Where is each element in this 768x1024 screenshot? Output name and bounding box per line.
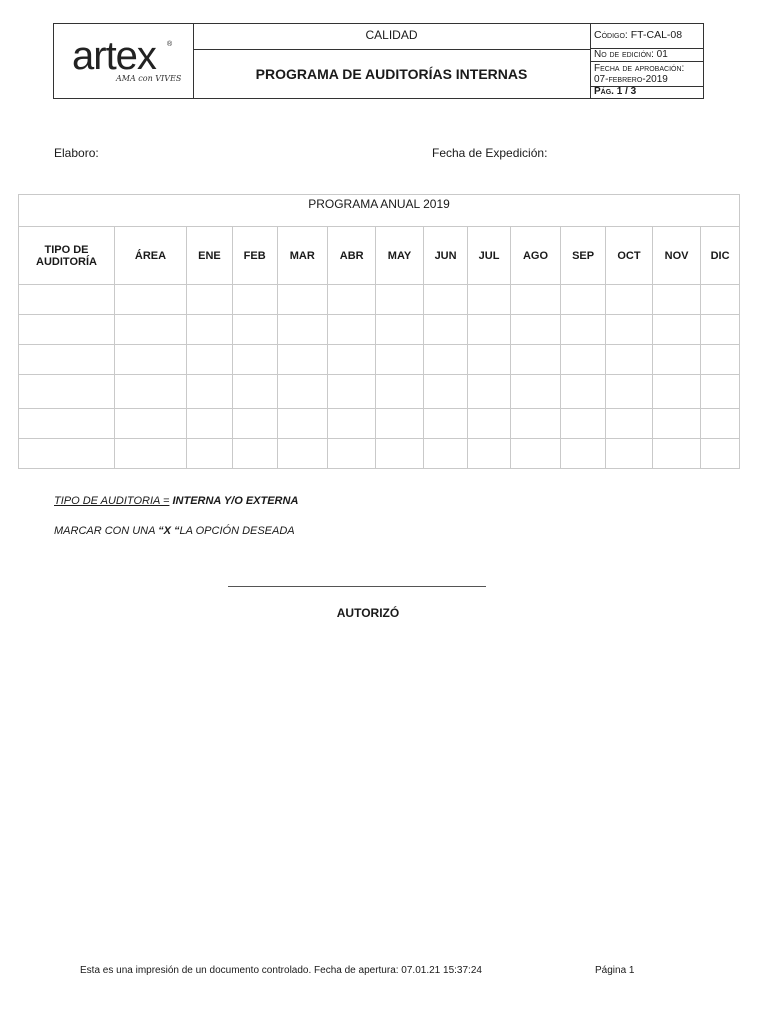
table-row [19,409,740,439]
logo-registered-mark: ® [167,41,173,48]
company-logo [54,24,194,98]
fecha-expedicion-label: Fecha de Expedición: [432,146,548,160]
mark-note-prefix: MARCAR CON UNA [54,525,156,537]
table-row [19,345,740,375]
table-row [19,439,740,469]
col-tipo-auditoria: TIPO DE AUDITORÍA [19,227,115,285]
table-row [19,375,740,409]
mark-note-x: “X “ [158,525,180,537]
mark-note-suffix: LA OPCIÓN DESEADA [179,525,295,537]
table-header-row [19,227,740,285]
col-month: MAY [376,227,423,285]
header-area: CALIDAD [193,24,590,50]
audit-type-label: TIPO DE AUDITORIA = [54,495,170,507]
mark-option-note [54,525,295,537]
col-month: FEB [232,227,277,285]
footer-page-number: Página 1 [595,965,635,976]
footer-controlled-copy: Esta es una impresión de un documento controlado. Fecha de apertura: 07.01.21 15:37:24 [80,965,482,976]
col-month: DIC [701,227,740,285]
edition-number: No de edición: 01 [594,49,668,60]
annual-program-table [18,194,740,469]
col-month: JUL [468,227,510,285]
col-month: ABR [328,227,376,285]
header-title-block [193,24,591,98]
table-row [19,285,740,315]
table-caption: PROGRAMA ANUAL 2019 [19,195,740,227]
col-month: JUN [423,227,468,285]
signature-line [228,586,486,587]
page-indicator: Pág. 1 / 3 [594,87,637,97]
doc-code: Código: FT-CAL-08 [594,29,683,41]
approval-date-value: 07-febrero-2019 [594,74,668,85]
col-area: ÁREA [115,227,187,285]
document-title: PROGRAMA DE AUDITORÍAS INTERNAS [255,66,528,82]
table-row [19,315,740,345]
approval-date-label: Fecha de aprobación: [594,63,685,74]
col-month: MAR [277,227,328,285]
elaboro-label: Elaboro: [54,146,99,160]
audit-type-note [54,495,298,507]
col-month: ENE [187,227,233,285]
col-month: NOV [652,227,700,285]
authorized-label: AUTORIZÓ [336,606,400,620]
col-month: AGO [510,227,561,285]
col-month: OCT [605,227,652,285]
logo-wordmark: artex [72,34,156,78]
logo-tagline: AMA con VIVES [116,74,182,83]
header-meta [590,24,703,98]
document-header [53,23,704,99]
col-month: SEP [561,227,606,285]
audit-type-value: INTERNA Y/O EXTERNA [172,495,299,507]
